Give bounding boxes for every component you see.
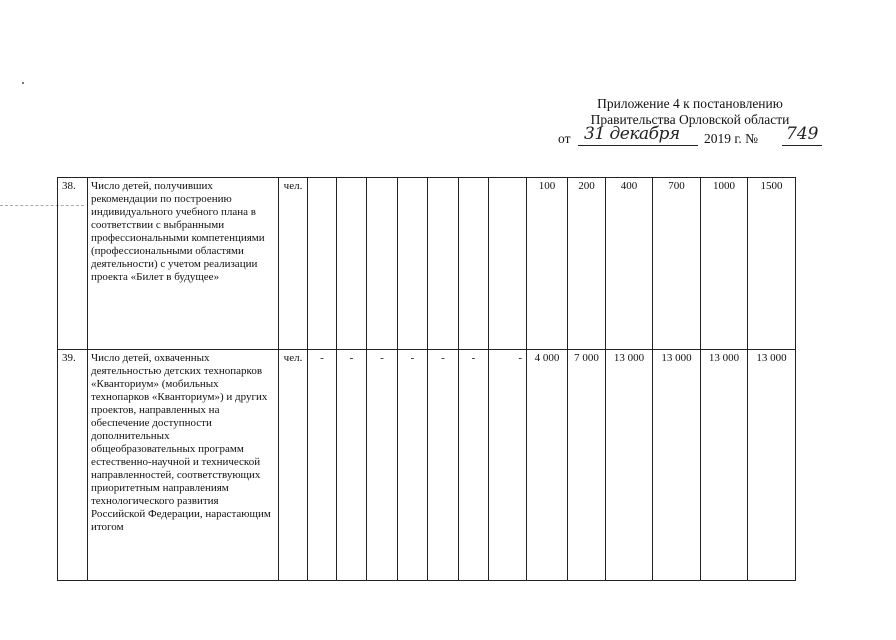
- value-cell: [489, 178, 527, 350]
- table-row: [58, 178, 796, 350]
- value-cell: [367, 178, 398, 350]
- indicators-table: [57, 177, 796, 581]
- row-number: 39.: [58, 350, 88, 581]
- value-cell: -: [459, 350, 489, 581]
- value-cell: [337, 178, 367, 350]
- unit-cell: чел.: [279, 350, 308, 581]
- value-cell: 1500: [748, 178, 796, 350]
- document-header: [520, 96, 860, 147]
- header-line-3: [520, 124, 860, 147]
- table-row: [58, 350, 796, 581]
- value-cell: 4 000: [527, 350, 568, 581]
- value-cell: -: [337, 350, 367, 581]
- value-cell: [308, 178, 337, 350]
- value-cell: -: [489, 350, 527, 581]
- handwritten-number: 749: [786, 124, 819, 144]
- year-label: 2019 г. №: [704, 131, 759, 146]
- handwritten-date: 31 декабря: [584, 124, 680, 144]
- unit-cell: чел.: [279, 178, 308, 350]
- value-cell: 7 000: [568, 350, 606, 581]
- value-cell: [459, 178, 489, 350]
- value-cell: 13 000: [653, 350, 701, 581]
- value-cell: -: [398, 350, 428, 581]
- header-line-1: Приложение 4 к постановлению: [597, 96, 783, 111]
- value-cell: 400: [606, 178, 653, 350]
- ot-label: от: [558, 131, 571, 146]
- row-number: 38.: [58, 178, 88, 350]
- value-cell: -: [308, 350, 337, 581]
- indicator-name: Число детей, получивших рекомендации по построению индивидуального учебного плана в соответствии с выбранными профессиональными компетенциями (профессиональными областями деятельности) с учетом реализации проекта «Билет в будущее»: [88, 178, 279, 350]
- value-cell: -: [367, 350, 398, 581]
- value-cell: 13 000: [748, 350, 796, 581]
- value-cell: 100: [527, 178, 568, 350]
- value-cell: 700: [653, 178, 701, 350]
- value-cell: 200: [568, 178, 606, 350]
- value-cell: 13 000: [701, 350, 748, 581]
- indicator-name: Число детей, охваченных деятельностью детских технопарков «Кванториум» (мобильных технопарков «Кванториум») и других проектов, направленных на обеспечение доступности дополнительных общеобразовательных программ естественно-научной и технической направленностей, соответствующих приоритетным направлениям технологического развития Российской Федерации, нарастающим итогом: [88, 350, 279, 581]
- value-cell: [398, 178, 428, 350]
- header-line-2: Правительства Орловской области: [590, 112, 790, 127]
- value-cell: 13 000: [606, 350, 653, 581]
- value-cell: 1000: [701, 178, 748, 350]
- value-cell: -: [428, 350, 459, 581]
- scan-artifact-dot: [22, 82, 24, 84]
- value-cell: [428, 178, 459, 350]
